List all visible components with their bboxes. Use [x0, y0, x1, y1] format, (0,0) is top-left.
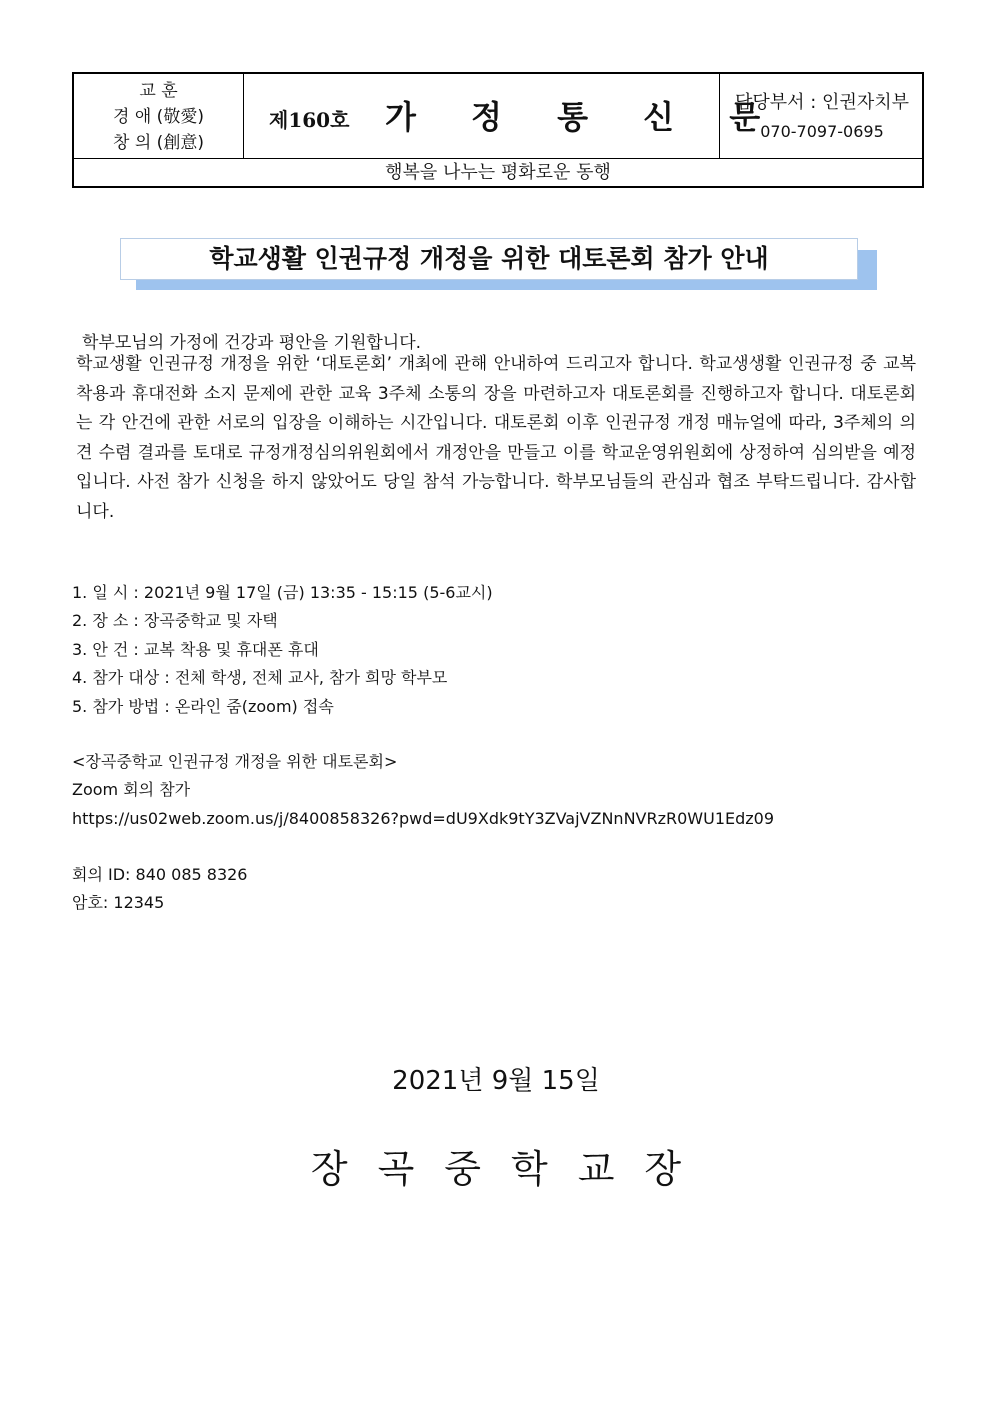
department-name: 담당부서 : 인권자치부	[735, 92, 909, 113]
meeting-password: 암호: 12345	[72, 893, 165, 913]
detail-agenda: 3. 안 건 : 교복 착용 및 휴대폰 휴대	[72, 639, 319, 659]
meeting-credentials	[72, 861, 247, 918]
zoom-info	[72, 748, 774, 833]
principal-signature: 장곡중학교장	[310, 1147, 712, 1191]
meeting-id: 회의 ID: 840 085 8326	[72, 865, 248, 884]
detail-date: 1. 일 시 : 2021년 9월 17일 (금) 13:35 - 15:15 (5-6교시)	[72, 583, 493, 602]
greeting: 학부모님의 가정에 건강과 평안을 기원합니다.	[82, 333, 422, 353]
notice-body: 학교생활 인권규정 개정을 위한 ‘대토론회’ 개최에 관해 안내하여 드리고자 합니다. 학교생생활 인권규정 중 교복 착용과 휴대전화 소지 문제에 관한 교육 3주체 소통의 장을 마련하고자 대토론회를 진행하고자 합니다. 대토론회는 각 안건에 관한 서로의 입장을 이해하는 시간입니다. 대토론회 이후 인권규정 개정 매뉴얼에 따라, 3주체의 의견 수렴 결과를 토대로 규정개정심의위원회에서 개정안을 만들고 이를 학교운영위원회에 상정하여 심의받을 예정입니다. 사전 참가 신청을 하지 않았어도 당일 참석 가능합니다. 학부모님들의 관심과 협조 부탁드립니다. 감사합니다.	[76, 354, 916, 522]
zoom-heading: <장곡중학교 인권규정 개정을 위한 대토론회>	[72, 752, 398, 771]
department-phone: 070-7097-0695	[760, 122, 884, 141]
newsletter-name: 가 정 통 신 문	[385, 98, 783, 136]
issue-number: 제160호	[269, 108, 350, 132]
school-slogan: 행복을 나누는 평화로운 동행	[385, 162, 611, 183]
zoom-join-label: Zoom 회의 참가	[72, 780, 191, 800]
notice-title: 학교생활 인권규정 개정을 위한 대토론회 참가 안내	[120, 238, 858, 280]
event-details	[72, 579, 493, 721]
school-motto	[74, 74, 244, 158]
zoom-link[interactable]: https://us02web.zoom.us/j/8400858326?pwd=dU9Xdk9tY3ZVajVZNnNVRzR0WU1Edz09	[72, 808, 775, 828]
detail-participants: 4. 참가 대상 : 전체 학생, 전체 교사, 참가 희망 학부모	[72, 668, 448, 688]
detail-method: 5. 참가 방법 : 온라인 줌(zoom) 접속	[72, 696, 334, 716]
newsletter-title-cell	[245, 74, 783, 158]
header-top-row	[74, 74, 922, 159]
motto-line-2: 창 의 (創意)	[113, 133, 204, 153]
motto-line-1: 경 애 (敬愛)	[113, 107, 204, 127]
department-cell	[721, 74, 923, 158]
newsletter-header	[72, 72, 924, 188]
motto-title: 교 훈	[139, 81, 178, 101]
detail-place: 2. 장 소 : 장곡중학교 및 자택	[72, 611, 278, 631]
issue-date: 2021년 9월 15일	[392, 1066, 600, 1096]
